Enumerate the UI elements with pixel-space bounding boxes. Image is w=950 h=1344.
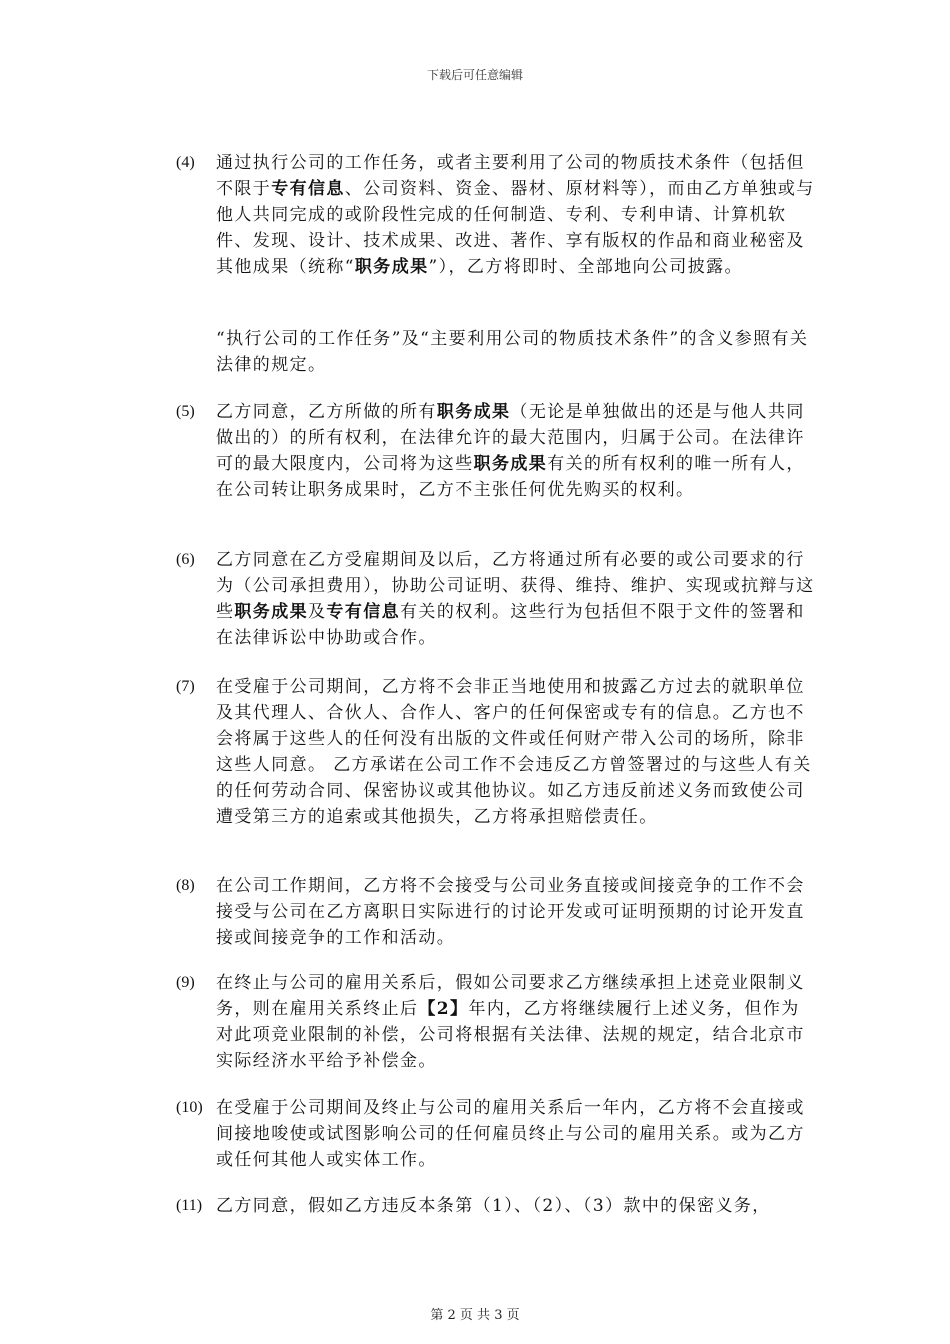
- clause-number: (9): [176, 974, 195, 991]
- text-segment: 有关的所有权利的唯一所有人，在公司转让职务成果时，乙方不主张任何优先购买的权利。: [216, 454, 805, 500]
- clause-number: (4): [176, 154, 195, 171]
- bold-term: 职务成果: [436, 402, 511, 422]
- page-header: 下载后可任意编辑: [426, 68, 523, 82]
- text-segment: ”），乙方将即时、全部地向公司披露。: [428, 257, 743, 277]
- clause-text: [216, 399, 816, 503]
- clause-number: (10): [176, 1099, 203, 1116]
- clause-10: [176, 1095, 816, 1173]
- clause-text: [216, 1095, 816, 1173]
- bold-term: 职务成果: [354, 257, 429, 277]
- clause-number: (11): [176, 1197, 203, 1214]
- clause-4-note: “执行公司的工作任务”及“主要利用公司的物质技术条件”的含义参照有关法律的规定。: [216, 329, 809, 375]
- text-segment: 乙方同意在乙方受雇期间及以后，乙方将通过所有必要的或公司要求的行为（公司承担费用），协助公司证明、获得、维持、维护、实现或抗辩与这些: [216, 550, 815, 622]
- text-segment: 及: [308, 602, 327, 622]
- clause-5: [176, 399, 816, 503]
- text-segment: 在受雇于公司期间，乙方将不会非正当地使用和披露乙方过去的就职单位及其代理人、合伙人、合作人、客户的任何保密或专有的信息。乙方也不会将属于这些人的任何没有出版的文件或任何财产带入公司的场所，除非这些人同意。 乙方承诺在公司工作不会违反乙方曾签署过的与这些人有关的任何劳动合同、保密协议或其他协议。如乙方违反前述义务而致使公司遭受第三方的追索或其他损失，乙方将承担赔偿责任。: [216, 677, 812, 827]
- clause-number: (6): [176, 551, 195, 568]
- clause-8: [176, 873, 816, 951]
- bold-term: 职务成果: [473, 454, 548, 474]
- clause-9: [176, 970, 816, 1074]
- bold-term: 专有信息: [271, 179, 345, 199]
- text-segment: 通过执行公司的工作任务，或者主要利用了公司的物质技术条件（包括但不限于: [216, 153, 805, 199]
- text-segment: 、公司资料、资金、器材、原材料等），而由乙方单独或与他人共同完成的或阶段性完成的任何制造、专利、专利申请、计算机软件、发现、设计、技术成果、改进、著作、享有版权的作品和商业秘密及其他成果（统称“: [216, 179, 815, 277]
- text-segment: 乙方同意，乙方所做的所有: [216, 402, 437, 422]
- bold-term: 【2】: [418, 999, 469, 1019]
- clause-11: [176, 1193, 816, 1219]
- clause-4: [176, 150, 816, 280]
- page-footer: 第 2 页 共 3 页: [430, 1308, 520, 1323]
- bold-term: 职务成果: [234, 602, 309, 622]
- clause-text: [216, 970, 816, 1074]
- clause-number: (7): [176, 678, 195, 695]
- clause-text: [216, 873, 816, 951]
- clause-text: [216, 150, 816, 280]
- text-segment: （无论是单独做出的还是与他人共同做出的）的所有权利，在法律允许的最大范围内，归属于公司。在法律许可的最大限度内，公司将为这些: [216, 402, 805, 474]
- clause-text: [216, 1193, 816, 1219]
- text-segment: 在受雇于公司期间及终止与公司的雇用关系后一年内，乙方将不会直接或间接地唆使或试图影响公司的任何雇员终止与公司的雇用关系。或为乙方或任何其他人或实体工作。: [216, 1098, 805, 1170]
- clause-text: [216, 547, 816, 651]
- text-segment: 有关的权利。这些行为包括但不限于文件的签署和在法律诉讼中协助或合作。: [216, 602, 805, 648]
- bold-term: 专有信息: [326, 602, 401, 622]
- text-segment: 乙方同意，假如乙方违反本条第（1）、（2）、（3）款中的保密义务，: [216, 1196, 771, 1216]
- clause-7: [176, 674, 816, 830]
- clause-number: (8): [176, 877, 195, 894]
- clause-text: [216, 674, 816, 830]
- text-segment: 在公司工作期间，乙方将不会接受与公司业务直接或间接竞争的工作不会接受与公司在乙方离职日实际进行的讨论开发或可证明预期的讨论开发直接或间接竞争的工作和活动。: [216, 876, 805, 948]
- text-segment: 在终止与公司的雇用关系后，假如公司要求乙方继续承担上述竞业限制义务，则在雇用关系终止后: [216, 973, 805, 1019]
- clause-number: (5): [176, 403, 195, 420]
- text-segment: 年内，乙方将继续履行上述义务，但作为对此项竞业限制的补偿，公司将根据有关法律、法规的规定，结合北京市实际经济水平给予补偿金。: [216, 999, 805, 1071]
- clause-6: [176, 547, 816, 651]
